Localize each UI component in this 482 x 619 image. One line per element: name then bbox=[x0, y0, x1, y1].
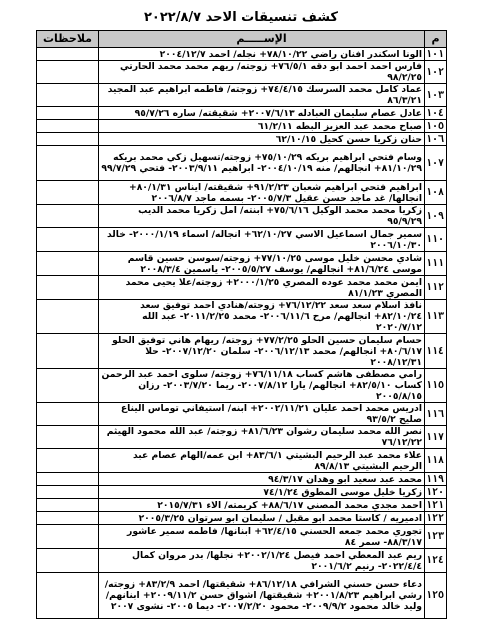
row-notes bbox=[37, 205, 99, 228]
row-notes bbox=[37, 512, 99, 525]
row-number: ١٢١ bbox=[425, 499, 447, 512]
row-notes bbox=[37, 84, 99, 107]
table-row bbox=[37, 252, 447, 276]
row-names: صباح محمد عبد العزيز البطه ٦١/٢/١١ bbox=[99, 120, 425, 133]
row-number: ١١٦ bbox=[425, 403, 447, 426]
row-names: فارس احمد احمد ابو دقه ٧٦/٥/١+ زوجته/ ريهم محمد محمد الحارتي ٩٨/٢/٢٥ bbox=[99, 61, 425, 84]
row-names: وسام فتحي ابراهيم بريكه ٧٥/١٠/٢٩+ زوجته/تسهيل زكي محمد بريكه ٨١/١٠/٢٩+ انجالهم/ منه ٢٠٠٤/١٠/١٩- ابراهيم ٢٠٠٣/٩/١١- فتحي ٩٩/٧/٢٩ bbox=[99, 146, 425, 181]
row-number: ١١٨ bbox=[425, 449, 447, 473]
row-names: ايمن محمد محمد عوده المصري ٢٠٠٠/١/٢٥+ زوجته/علا يحيى محمد المصري ٨١/١/٢٣ bbox=[99, 276, 425, 300]
table-row bbox=[37, 228, 447, 252]
row-number: ١٠١ bbox=[425, 48, 447, 61]
table-row bbox=[37, 276, 447, 300]
table-row bbox=[37, 133, 447, 146]
row-notes bbox=[37, 252, 99, 276]
row-names: الونا اسكندر افنان راضي ٧٨/١٠/٢٢+ نجله/ احمد ٢٠٠٤/١٢/٧ bbox=[99, 48, 425, 61]
row-notes bbox=[37, 334, 99, 369]
row-notes bbox=[37, 107, 99, 120]
table-row bbox=[37, 549, 447, 573]
row-names: ريم عبد المعطي احمد فيصل ٢٠٠٢/١/٢٤+ نجلها/ بدر مروان كمال ٢٠٢٢/٤/٤- رنيم ٢٠٠١/٦/٢ bbox=[99, 549, 425, 573]
page-title: كشف تنسيقات الاحد ٢٠٢٢/٨/٧ bbox=[144, 10, 338, 25]
table-row bbox=[37, 403, 447, 426]
table-row bbox=[37, 449, 447, 473]
row-notes bbox=[37, 228, 99, 252]
row-names: حنان زكريا حسن كحيل ٦٢/١٠/١٥ bbox=[99, 133, 425, 146]
row-names: ادريس محمد احمد عليان ٢٠٠٢/١١/٢١+ ابنه/ استيفاني توماس اليناع صليح ٩٣/٥/٢ bbox=[99, 403, 425, 426]
row-notes bbox=[37, 525, 99, 549]
row-number: ١٢٢ bbox=[425, 512, 447, 525]
row-notes bbox=[37, 133, 99, 146]
row-notes bbox=[37, 573, 99, 619]
row-number: ١١١ bbox=[425, 252, 447, 276]
row-names: ادميريه / كاستا محمد ابو مقبل / سليمان ابو سرتوان ٢٠٠٥/٣/٢٥ bbox=[99, 512, 425, 525]
row-names: رامي مصطفى هاشم كساب ٧٦/١١/١٨+ زوجته/ سلوى احمد عبد الرحمن كساب ٨٢/٥/١٠+ انجالهم/ يارا ٢٠٠٧/٨/١٢- ريما ٢٠٠٣/٧/٢٠- رزان ٢٠٠٥/٨/١٥ bbox=[99, 369, 425, 403]
table-row bbox=[37, 473, 447, 486]
row-notes bbox=[37, 146, 99, 181]
row-notes bbox=[37, 403, 99, 426]
row-number: ١٠٨ bbox=[425, 181, 447, 205]
row-notes bbox=[37, 426, 99, 449]
row-number: ١٠٢ bbox=[425, 61, 447, 84]
coordination-table bbox=[36, 30, 447, 619]
column-header-name: الإســـــم bbox=[99, 31, 425, 48]
table-row bbox=[37, 84, 447, 107]
row-notes bbox=[37, 276, 99, 300]
row-notes bbox=[37, 181, 99, 205]
row-number: ١٠٥ bbox=[425, 120, 447, 133]
table-row bbox=[37, 205, 447, 228]
row-names: زكريا خليل موسى المطوق ٧٤/١/٢٤ bbox=[99, 486, 425, 499]
row-names: عادل عصام سليمان العبادله ٢٠٠٧/٦/١٣+ شقيقته/ ساره ٩٥/٧/٢٦ bbox=[99, 107, 425, 120]
table-row bbox=[37, 334, 447, 369]
table-row bbox=[37, 512, 447, 525]
table-row bbox=[37, 61, 447, 84]
column-header-number: م bbox=[425, 31, 447, 48]
table-row bbox=[37, 48, 447, 61]
row-notes bbox=[37, 449, 99, 473]
row-number: ١١٥ bbox=[425, 369, 447, 403]
row-notes bbox=[37, 48, 99, 61]
row-number: ١١٧ bbox=[425, 426, 447, 449]
table-row bbox=[37, 107, 447, 120]
row-names: عماد كامل محمد السرسك ٧٤/٤/١٥+ زوجته/ فاطمه ابراهيم عبد المجيد ٨٦/٣/٢١ bbox=[99, 84, 425, 107]
row-number: ١٠٧ bbox=[425, 146, 447, 181]
row-names: تجوري محمد جمعه الحسني ٦٢/٤/١٥+ ابنانها/ فاطمه سمير عاشور ٨٨/٣/١٧- سمر ٨٤ bbox=[99, 525, 425, 549]
row-names: احمد مجدي محمد المصني ٨٨/٦/١٧+ كريمته/ الاء ٢٠١٥/٧/٣١ bbox=[99, 499, 425, 512]
row-number: ١١٤ bbox=[425, 334, 447, 369]
row-number: ١٢٣ bbox=[425, 525, 447, 549]
table-header-row bbox=[37, 31, 447, 48]
row-names: نافذ اسلام سعد سعد ٧٦/١٢/٢٢+ زوجته/هنادي احمد توفيق سعد ٨٢/١٠/٢٤+ انجالهم/ مرح ٢٠٠٦/١١/٦- محمد ٢٠١١/٢/٢٥- عبد الله ٢٠٢٠/٧/١٢ bbox=[99, 300, 425, 334]
row-notes bbox=[37, 61, 99, 84]
row-number: ١٠٦ bbox=[425, 133, 447, 146]
row-names: زكريا محمد محمد الوكيل ٧٥/٦/١٦+ ابنته/ امل زكريا محمد الديب ٩٥/٩/٢٩ bbox=[99, 205, 425, 228]
row-number: ١٠٣ bbox=[425, 84, 447, 107]
row-notes bbox=[37, 486, 99, 499]
table-row bbox=[37, 499, 447, 512]
table-row bbox=[37, 486, 447, 499]
table-row bbox=[37, 573, 447, 619]
row-names: شادي محسن خليل موسى ٧٧/١٠/٢٥+ زوجته/سوسن حسين قاسم موسى ٨١/٦/٢٤+ انجالهم/ يوسف ٢٠٠٥/٥/٢٧- ياسمين ٢٠٠٨/٣/٤ bbox=[99, 252, 425, 276]
row-names: ابراهيم فتحي ابراهيم شعبان ٩١/٢/٢٣+ شقيقته/ ايناس ٨٠/١/٣١+ انجالها/ غد ماجد حسن عقيل ٢٠٠٥/٧/٣- بسمه ماجد ٢٠٠٦/٨/٧ bbox=[99, 181, 425, 205]
table-row bbox=[37, 300, 447, 334]
row-notes bbox=[37, 549, 99, 573]
row-notes bbox=[37, 120, 99, 133]
row-number: ١٠٩ bbox=[425, 205, 447, 228]
row-number: ١٠٤ bbox=[425, 107, 447, 120]
table-row bbox=[37, 146, 447, 181]
table-row bbox=[37, 369, 447, 403]
row-number: ١٢٠ bbox=[425, 486, 447, 499]
row-notes bbox=[37, 300, 99, 334]
row-notes bbox=[37, 473, 99, 486]
row-number: ١١٩ bbox=[425, 473, 447, 486]
row-names: علاء محمد عبد الرحيم البشيتي ٨٣/٦/١+ ابن عمه/الهام عصام عبد الرحيم البشيتي ٨٩/٨/١٣ bbox=[99, 449, 425, 473]
row-number: ١١٢ bbox=[425, 276, 447, 300]
row-notes bbox=[37, 499, 99, 512]
row-names: دعاء حسن حسني الشرافي ٨٦/١٢/١٨+ شقيقتها/ احمد ٨٣/٢/٩+ زوجته/ رشي ابراهيم ٢٠٠١/٨/٢٣+ شقيقتها/ اشواق حسن ٢٠٠٩/١١/٢+ ابنانهم/ وليد خالد محمود ٢٠٠٩/٩/٢- محمود ٢٠٠٧/٢/٢٠- ديما ٢٠٠٥- نشوى ٢٠٠٧ bbox=[99, 573, 425, 619]
row-names: نصر الله محمد سليمان رشوان ٨١/٦/٢٣+ زوجته/ عبد الله محمود الهيثم ٧٦/١٢/٢٢ bbox=[99, 426, 425, 449]
table-row bbox=[37, 181, 447, 205]
table-row bbox=[37, 525, 447, 549]
row-names: سمير جمال اسماعيل الاسي ٦٢/١٠/٢٧+ انجاله/ اسماء ٢٠٠٠/١/١٩- خالد ٢٠٠٦/١٠/٣٠ bbox=[99, 228, 425, 252]
row-number: ١٢٤ bbox=[425, 549, 447, 573]
row-number: ١٢٥ bbox=[425, 573, 447, 619]
table-row bbox=[37, 120, 447, 133]
table-row bbox=[37, 426, 447, 449]
row-names: محمد عبد سعيد ابو وهدان ٩٤/٣/١٧ bbox=[99, 473, 425, 486]
row-number: ١١٣ bbox=[425, 300, 447, 334]
row-notes bbox=[37, 369, 99, 403]
column-header-notes: ملاحظات bbox=[37, 31, 99, 48]
row-number: ١١٠ bbox=[425, 228, 447, 252]
row-names: حسام سليمان حسين الحلو ٧٧/٢/٢٥+ زوجته/ ريهام هاني توفيق الحلو ٨٠/٦/١٧+ انجالهم/ محمد ٢٠٠٦/١٢/١٣- سلمان ٢٠٠٧/١٢/٢٠- حلا ٢٠٠٨/١٢/٣١ bbox=[99, 334, 425, 369]
